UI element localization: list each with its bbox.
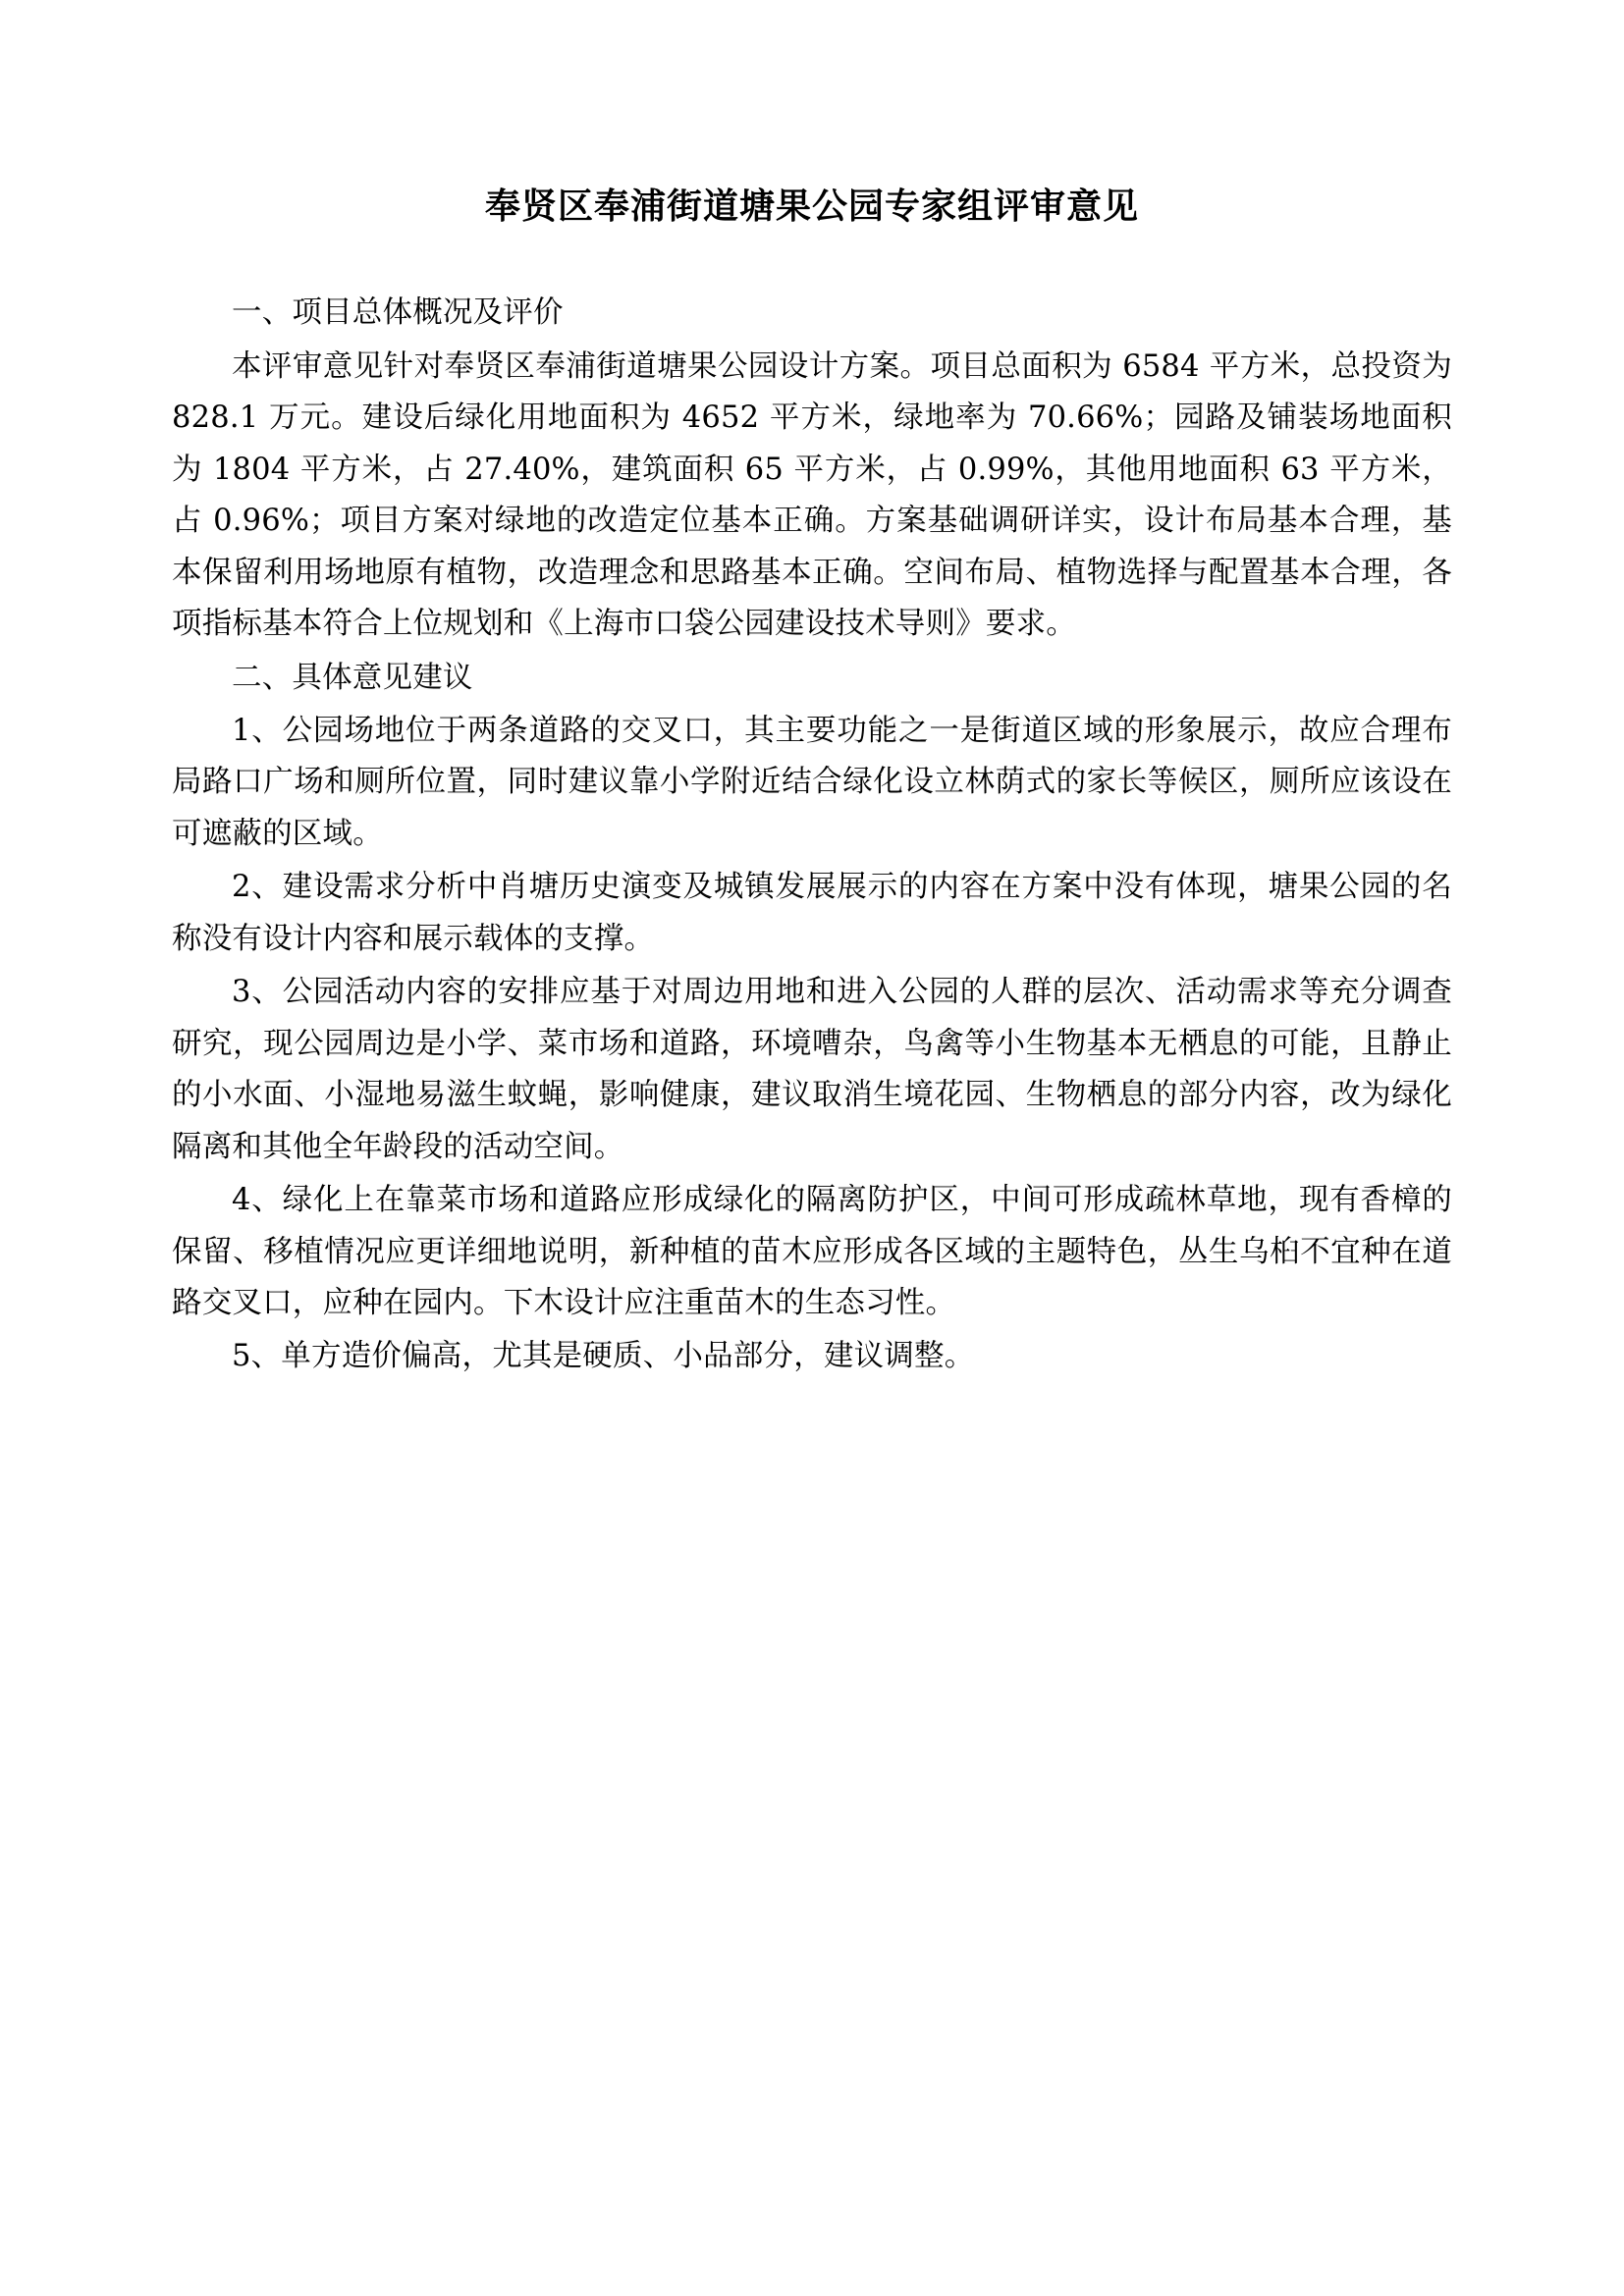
suggestion-item-4: 4、绿化上在靠菜市场和道路应形成绿化的隔离防护区，中间可形成疏林草地，现有香樟的保留、移植情况应更详细地说明，新种植的苗木应形成各区域的主题特色，丛生乌桕不宜种在道路交叉口，应种在园内。下木设计应注重苗木的生态习性。 (172, 1183, 1452, 1320)
suggestion-item-3: 3、公园活动内容的安排应基于对周边用地和进入公园的人群的层次、活动需求等充分调查研究，现公园周边是小学、菜市场和道路，环境嘈杂，鸟禽等小生物基本无栖息的可能，且静止的小水面、小湿地易滋生蚊蝇，影响健康，建议取消生境花园、生物栖息的部分内容，改为绿化隔离和其他全年龄段的活动空间。 (172, 975, 1452, 1164)
section-heading-overview: 一、项目总体概况及评价 (232, 295, 564, 331)
section-heading-suggestions: 二、具体意见建议 (232, 660, 473, 695)
paragraph-overview-body: 本评审意见针对奉贤区奉浦街道塘果公园设计方案。项目总面积为 6584 平方米，总投资为 828.1 万元。建设后绿化用地面积为 4652 平方米，绿地率为 70.66%；园路及铺装场地面积为 1804 平方米，占 27.40%，建筑面积 65 平方米，占 0.99%，其他用地面积 63 平方米，占 0.96%；项目方案对绿地的改造定位基本正确。方案基础调研详实，设计布局基本合理，基本保留利用场地原有植物，改造理念和思路基本正确。空间布局、植物选择与配置基本合理，各项指标基本符合上位规划和《上海市口袋公园建设技术导则》要求。 (172, 348, 1452, 642)
suggestion-item-2: 2、建设需求分析中肖塘历史演变及城镇发展展示的内容在方案中没有体现，塘果公园的名称没有设计内容和展示载体的支撑。 (172, 870, 1452, 956)
suggestion-item-5: 5、单方造价偏高，尤其是硬质、小品部分，建议调整。 (232, 1339, 975, 1374)
page-title: 奉贤区奉浦街道塘果公园专家组评审意见 (484, 186, 1139, 227)
suggestion-item-1: 1、公园场地位于两条道路的交叉口，其主要功能之一是街道区域的形象展示，故应合理布局路口广场和厕所位置，同时建议靠小学附近结合绿化设立林荫式的家长等候区，厕所应该设在可遮蔽的区域。 (172, 714, 1452, 851)
